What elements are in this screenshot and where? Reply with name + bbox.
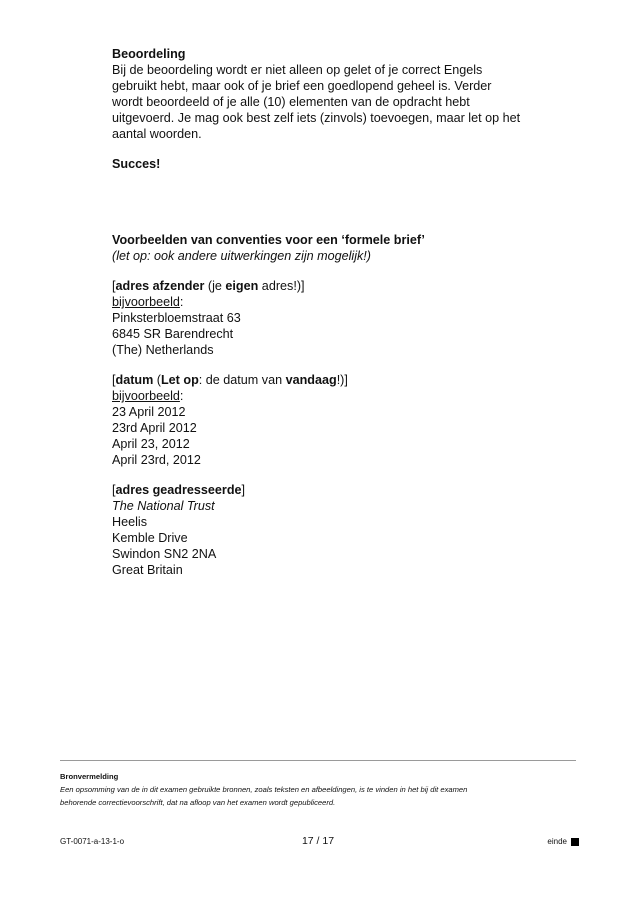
- bronvermelding-title: Bronvermelding: [60, 772, 119, 781]
- recipient-name: The National Trust: [112, 499, 215, 513]
- date-line: 23rd April 2012: [112, 421, 197, 435]
- afzender-heading: [adres afzender (je eigen adres!)]: [112, 279, 305, 293]
- datum-example-label: bijvoorbeeld:: [112, 389, 184, 403]
- datum-heading: [datum (Let op: de datum van vandaag!)]: [112, 373, 348, 387]
- end-marker: [547, 837, 579, 846]
- end-label: einde: [547, 837, 567, 846]
- afzender-example-label: bijvoorbeeld:: [112, 295, 184, 309]
- paragraph-line: wordt beoordeeld of je alle (10) elementen van de opdracht hebt: [112, 95, 470, 109]
- bronvermelding: [60, 770, 580, 809]
- section-heading-voorbeelden: Voorbeelden van conventies voor een ‘formele brief’: [112, 233, 425, 247]
- exam-code: GT-0071-a-13-1-o: [60, 837, 125, 846]
- date-line: 23 April 2012: [112, 405, 186, 419]
- geadresseerde-heading: [adres geadresseerde]: [112, 483, 246, 497]
- date-line: April 23, 2012: [112, 437, 190, 451]
- address-line: 6845 SR Barendrecht: [112, 327, 234, 341]
- paragraph-line: uitgevoerd. Je mag ook best zelf iets (zinvols) toevoegen, maar let op het: [112, 111, 521, 125]
- section-heading-beoordeling: Beoordeling: [112, 47, 186, 61]
- voorbeelden-note: (let op: ook andere uitwerkingen zijn mogelijk!): [112, 249, 372, 263]
- bronvermelding-text: Een opsomming van de in dit examen gebruikte bronnen, zoals teksten en afbeeldingen, is te vinden in het bij dit examen: [60, 785, 468, 794]
- address-line: Great Britain: [112, 563, 183, 577]
- address-line: (The) Netherlands: [112, 343, 214, 357]
- paragraph-line: aantal woorden.: [112, 127, 202, 141]
- paragraph-line: Bij de beoordeling wordt er niet alleen op gelet of je correct Engels: [112, 63, 483, 77]
- footer-divider: [60, 760, 576, 761]
- date-line: April 23rd, 2012: [112, 453, 201, 467]
- end-square-icon: [571, 838, 579, 846]
- address-line: Swindon SN2 2NA: [112, 547, 217, 561]
- paragraph-line: gebruikt hebt, maar ook of je brief een goedlopend geheel is. Verder: [112, 79, 492, 93]
- address-line: Kemble Drive: [112, 531, 188, 545]
- address-line: Pinksterbloemstraat 63: [112, 311, 241, 325]
- page-number: 17 / 17: [301, 835, 335, 847]
- address-line: Heelis: [112, 515, 147, 529]
- bronvermelding-text: behorende correctievoorschrift, dat na afloop van het examen wordt gepubliceerd.: [60, 798, 336, 807]
- document-body: [112, 46, 562, 578]
- succes-text: Succes!: [112, 157, 161, 171]
